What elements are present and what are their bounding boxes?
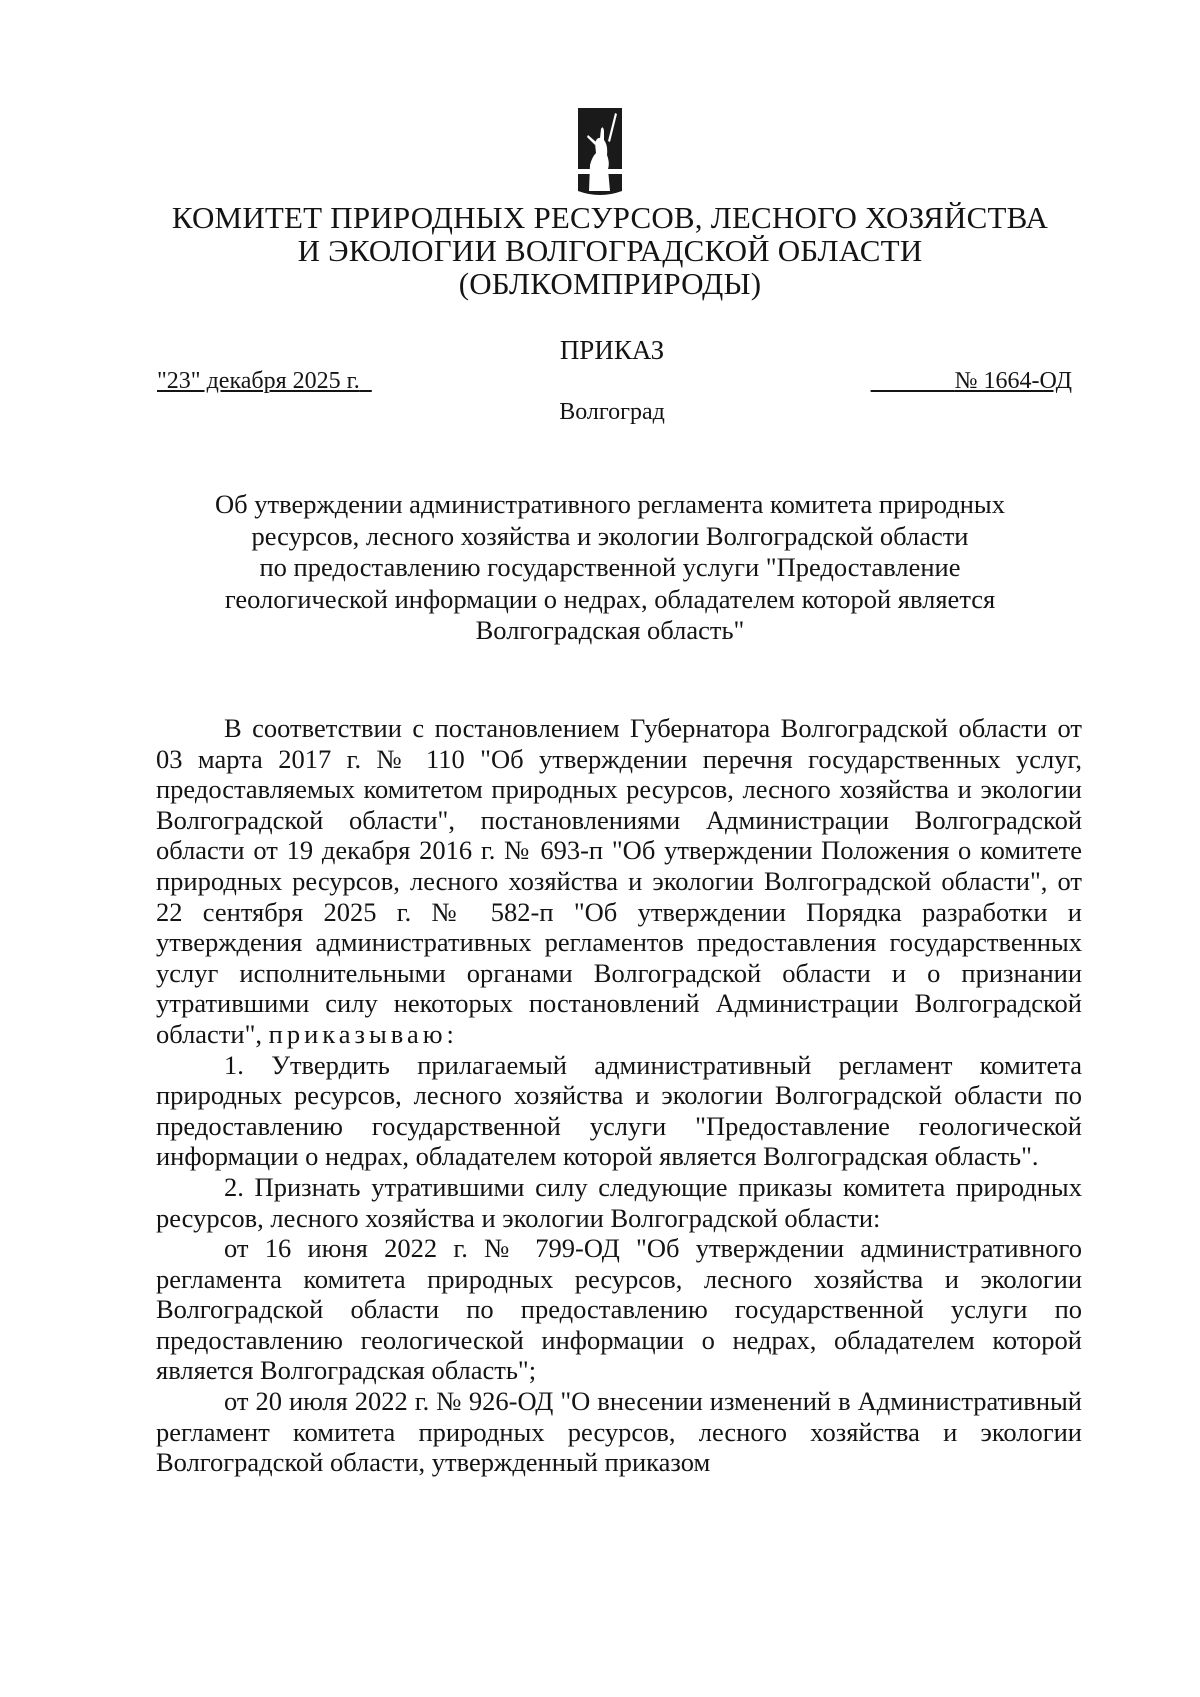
order-date	[157, 367, 372, 395]
org-line-1: КОМИТЕТ ПРИРОДНЫХ РЕСУРСОВ, ЛЕСНОГО ХОЗЯЙСТВА	[171, 200, 1049, 235]
paragraph-item-1: 1. Утвердить прилагаемый административный регламент комитета природных ресурсов, лесного хозяйства и экологии Волгоградской области по предоставлению государственной услуги "Предоставление геологической информации о недрах, обладателем которой является Волгоградская область".	[156, 1049, 1082, 1172]
order-date-value: "23" декабря 2025 г.	[157, 368, 360, 394]
document-type: ПРИКАЗ	[559, 335, 665, 365]
paragraph-item-2: 2. Признать утратившими силу следующие приказы комитета природных ресурсов, лесного хозяйства и экологии Волгоградской области:	[156, 1171, 1082, 1233]
paragraph-repealed-order-2: от 20 июля 2022 г. № 926-ОД "О внесении изменений в Административный регламент комитета природных ресурсов, лесного хозяйства и экологии Волгоградской области, утвержденный приказом	[156, 1386, 1082, 1478]
title-line-5: Волгоградская область"	[475, 615, 745, 645]
paragraph-preamble	[156, 713, 1082, 1050]
title-line-1: Об утверждении административного регламента комитета природных	[215, 489, 1005, 519]
document-title	[170, 489, 1050, 647]
document-body	[156, 713, 1082, 1478]
order-number-value: № 1664-ОД	[954, 368, 1072, 394]
city: Волгоград	[559, 399, 665, 425]
order-word: приказываю:	[268, 1018, 458, 1049]
organization-name	[160, 201, 1060, 300]
org-line-2: И ЭКОЛОГИИ ВОЛГОГРАДСКОЙ ОБЛАСТИ	[297, 233, 923, 268]
paragraph-repealed-order-1: от 16 июня 2022 г. № 799-ОД "Об утверждении административного регламента комитета природных ресурсов, лесного хозяйства и экологии Волгоградской области по предоставлению государственной услуги по предоставлению геологической информации о недрах, обладателем которой является Волгоградская область";	[156, 1233, 1082, 1386]
volgograd-coat-of-arms-icon	[577, 107, 623, 199]
title-line-4: геологической информации о недрах, обладателем которой является	[224, 583, 996, 614]
order-number	[871, 367, 1072, 395]
title-line-2: ресурсов, лесного хозяйства и экологии Волгоградской области	[251, 520, 969, 551]
org-line-3: (ОБЛКОМПРИРОДЫ)	[458, 266, 762, 301]
title-line-3: по предоставлению государственной услуги "Предоставление	[259, 552, 961, 582]
preamble-text: В соответствии с постановлением Губернатора Волгоградской области от 03 марта 2017 г. № 110 "Об утверждении перечня государственных услуг, предоставляемых комитетом природных ресурсов, лесного хозяйства и экологии Волгоградской области", постановлениями Администрации Волгоградской области от 19 декабря 2016 г. № 693-п "Об утверждении Положения о комитете природных ресурсов, лесного хозяйства и экологии Волгоградской области", от 22 сентября 2025 г. № 582-п "Об утверждении Порядка разработки и утверждения административных регламентов предоставления государственных услуг исполнительными органами Волгоградской области и о признании утратившими силу некоторых постановлений Администрации Волгоградской области",	[156, 713, 1082, 1049]
